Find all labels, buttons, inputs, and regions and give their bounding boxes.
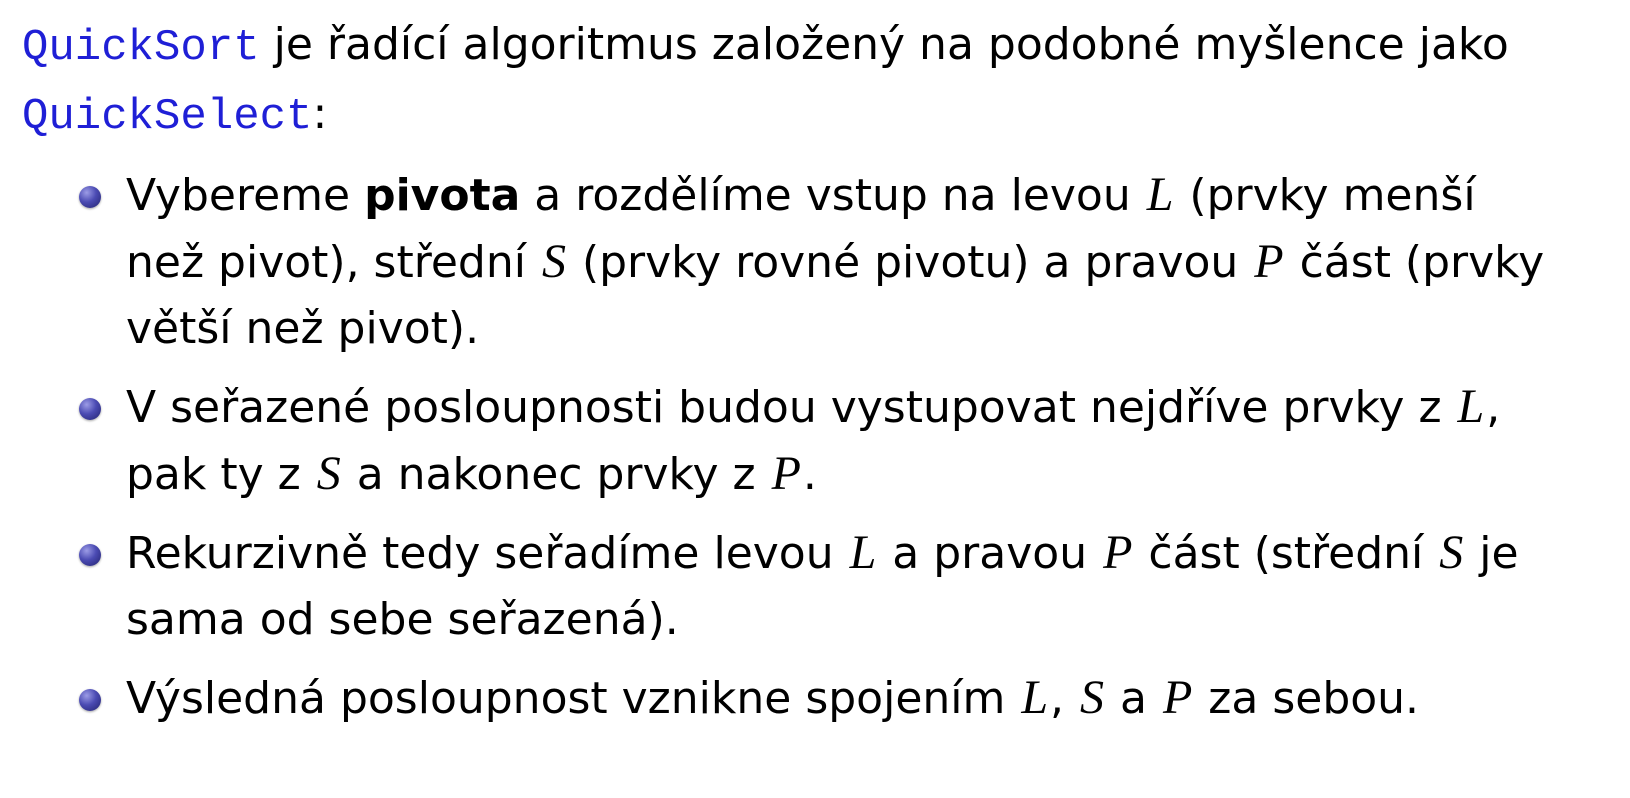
intro-text: je řadící algoritmus založený na podobné myšlence jako [259, 19, 1509, 70]
bullet-text: a pravou [878, 528, 1102, 579]
math-S: S [1439, 526, 1464, 579]
math-L: L [1021, 671, 1049, 724]
math-P: P [1162, 671, 1193, 724]
quickselect-term: QuickSelect [22, 92, 313, 142]
bullet-text: , pak ty z [126, 382, 1501, 500]
bullet-text: část (prvky větší než pivot). [126, 237, 1545, 354]
bullet-item-order [22, 374, 1566, 508]
bullet-text: (prvky rovné pivotu) a pravou [567, 237, 1253, 288]
intro-paragraph [22, 12, 1622, 150]
math-S: S [1080, 671, 1105, 724]
bullet-item-recursion [22, 520, 1566, 653]
math-P: P [1103, 526, 1133, 579]
math-S: S [541, 235, 566, 288]
math-L: L [1146, 168, 1174, 221]
bullet-list [22, 162, 1622, 732]
bullet-text: a [1106, 673, 1161, 724]
bullet-text: . [802, 449, 817, 500]
bullet-text: a rozdělíme vstup na levou [520, 170, 1145, 221]
bullet-text: Výsledná posloupnost vznikne spojením [126, 673, 1020, 724]
bullet-text: je sama od sebe seřazená). [126, 528, 1519, 645]
bullet-text: a nakonec prvky z [342, 449, 770, 500]
bullet-dot-icon [79, 186, 101, 208]
math-S: S [316, 447, 341, 500]
bullet-text: V seřazené posloupnosti budou vystupovat nejdříve prvky z [126, 382, 1456, 433]
bullet-dot-icon [79, 398, 101, 420]
math-L: L [849, 526, 877, 579]
math-L: L [1457, 380, 1485, 433]
bullet-item-pivot [22, 162, 1566, 362]
bullet-text: (prvky menší než pivot), střední [126, 170, 1476, 288]
slide-content [22, 12, 1622, 744]
bullet-text: Rekurzivně tedy seřadíme levou [126, 528, 848, 579]
bullet-item-result [22, 665, 1566, 732]
math-P: P [1254, 235, 1284, 288]
intro-colon: : [312, 88, 328, 139]
quicksort-term: QuickSort [22, 23, 260, 73]
bullet-text: za sebou. [1194, 673, 1420, 724]
math-P: P [771, 447, 801, 500]
bullet-text: , [1050, 673, 1079, 724]
bullet-dot-icon [79, 544, 101, 566]
bullet-text: část (střední [1134, 528, 1438, 579]
pivot-term: pivota [364, 170, 521, 221]
bullet-dot-icon [79, 689, 101, 711]
bullet-text: Vybereme [126, 170, 365, 221]
